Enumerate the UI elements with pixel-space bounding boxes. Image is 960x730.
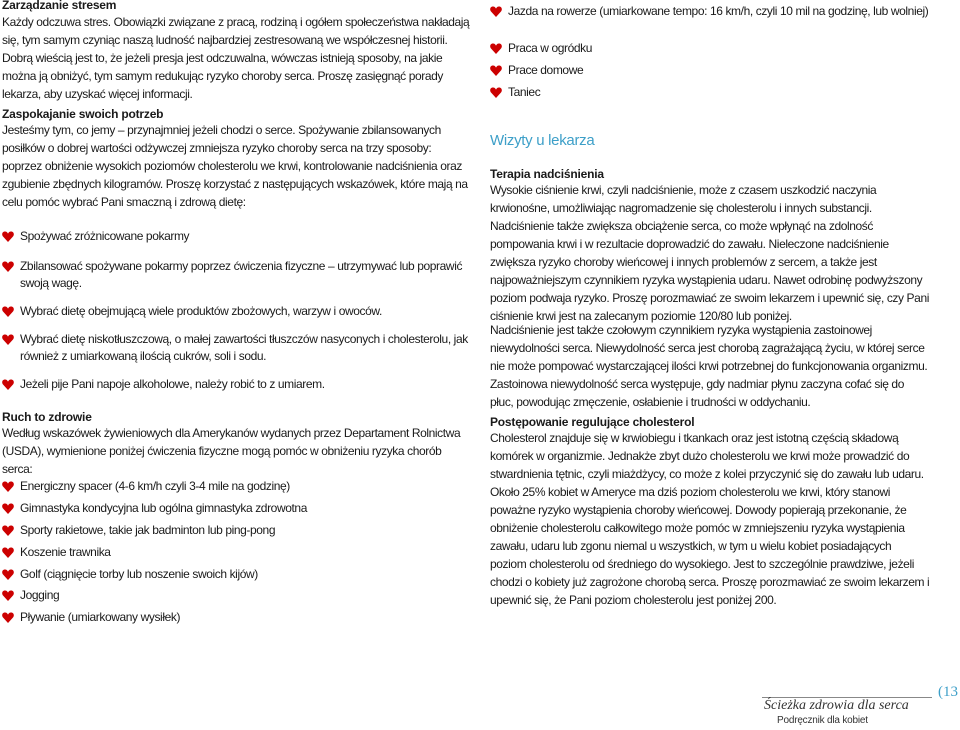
list-item — [2, 303, 472, 320]
heart-icon — [2, 334, 14, 345]
list-item — [490, 62, 930, 79]
therapy-heading: Terapia nadciśnienia — [490, 167, 604, 181]
list-item — [2, 478, 472, 495]
list-item-text: Spożywać zróżnicowane pokarmy — [20, 229, 190, 243]
list-item-text: Gimnastyka kondycyjna lub ogólna gimnastyka zdrowotna — [20, 501, 307, 515]
heart-icon — [2, 231, 14, 242]
footer-title: Ścieżka zdrowia dla serca — [764, 698, 909, 713]
list-item-text: Taniec — [508, 85, 541, 99]
list-item — [490, 3, 930, 20]
cholesterol-paragraph: Cholesterol znajduje się w krwiobiegu i tkankach oraz jest istotną częścią składową komórek w organizmie. Jednakże zbyt dużo cholesterolu we krwi może prowadzić do stwardnienia tętnic, czyli miażdżycy, co może z kolei przyczynić się do zawału lub udaru. Około 25% kobiet w Ameryce ma dziś poziom cholesterolu we krwi, który stanowi poważne ryzyko wystąpienia choroby wieńcowej. Dowody popierają przekonanie, że obniżenie cholesterolu całkowitego może pomóc w zmniejszeniu ryzyka wystąpienia zawału, udaru lub zgonu niemal u wszystkich, w tym u wielu kobiet posiadających poziom cholesterolu od średniego do wysokiego. Jest to szczególnie prawdziwe, jeżeli chodzi o kobiety już zagrożone chorobą serca. Proszę porozmawiać ze swoim lekarzem i upewnić się, że Pani poziom cholesterolu jest poniżej 200. — [490, 431, 930, 607]
heart-icon — [2, 569, 14, 580]
heart-icon — [2, 379, 14, 390]
heart-icon — [2, 306, 14, 317]
list-item — [2, 500, 472, 517]
list-item — [2, 331, 472, 365]
list-item-text: Jogging — [20, 588, 60, 602]
stress-heading: Zarządzanie stresem — [2, 0, 117, 12]
therapy-paragraph-2: Nadciśnienie jest także czołowym czynnikiem ryzyka wystąpienia zastoinowej niewydolności serca. Niewydolność serca jest chorobą zagrażającą życiu, w której serce nie może pompować wystarczającej ilości krwi potrzebnej do funkcjonowania organizmu. Zastoinowa niewydolność serca występuje, gdy nadmiar płynu zaczyna cofać się do płuc, powodując zmęczenie, osłabienie i trudności w oddychaniu. — [490, 323, 928, 409]
list-item-text: Sporty rakietowe, takie jak badminton lub ping-pong — [20, 523, 276, 537]
heart-icon — [490, 6, 502, 17]
list-item-text: Energiczny spacer (4-6 km/h czyli 3-4 mile na godzinę) — [20, 479, 290, 493]
heart-icon — [2, 481, 14, 492]
heart-icon — [490, 87, 502, 98]
therapy-paragraph: Wysokie ciśnienie krwi, czyli nadciśnienie, może z czasem uszkodzić naczynia krwionośne, umożliwiając nagromadzenie się cholesterolu i innych substancji. Nadciśnienie także zwiększa obciążenie serca, co może wpłynąć na zdolność pompowania krwi i w rezultacie doprowadzić do zawału. Nieleczone nadciśnienie zwiększa ryzyko choroby wieńcowej i innych problemów z sercem, a także jest najpoważniejszym czynnikiem ryzyka wystąpienia udaru. Nawet odrobinę podwyższony poziom podwaja ryzyko. Proszę porozmawiać ze swoim lekarzem i upewnić się, czy Pani ciśnienie krwi jest na zalecanym poziomie 120/80 lub poniżej. — [490, 183, 929, 323]
heart-icon — [2, 525, 14, 536]
needs-heading: Zaspokajanie swoich potrzeb — [2, 107, 164, 121]
cholesterol-heading: Postępowanie regulujące cholesterol — [490, 415, 695, 429]
heart-icon — [2, 547, 14, 558]
list-item-text: Prace domowe — [508, 63, 584, 77]
list-item-text: Jazda na rowerze (umiarkowane tempo: 16 km/h, czyli 10 mil na godzinę, lub wolniej) — [508, 4, 929, 18]
list-item-text: Jeżeli pije Pani napoje alkoholowe, należy robić to z umiarem. — [20, 377, 325, 391]
list-item — [490, 84, 930, 101]
list-item — [2, 522, 472, 539]
section-title: Wizyty u lekarza — [490, 132, 595, 149]
page-number: (13 — [938, 684, 958, 700]
list-item — [2, 609, 472, 626]
list-item — [2, 544, 472, 561]
list-item — [2, 228, 472, 245]
list-item-text: Praca w ogródku — [508, 41, 593, 55]
list-item — [2, 258, 472, 292]
footer-subtitle: Podręcznik dla kobiet — [777, 715, 868, 726]
list-item-text: Pływanie (umiarkowany wysiłek) — [20, 610, 181, 624]
list-item — [2, 566, 472, 583]
heart-icon — [2, 503, 14, 514]
list-item-text: Wybrać dietę niskotłuszczową, o małej zawartości tłuszczów nasyconych i cholesterolu, jak również z umiarkowaną ilością cukrów, soli i sodu. — [20, 332, 468, 363]
list-item-text: Golf (ciągnięcie torby lub noszenie swoich kijów) — [20, 567, 258, 581]
heart-icon — [490, 43, 502, 54]
list-item — [2, 587, 472, 604]
heart-icon — [2, 261, 14, 272]
movement-heading: Ruch to zdrowie — [2, 410, 92, 424]
list-item-text: Wybrać dietę obejmującą wiele produktów zbożowych, warzyw i owoców. — [20, 304, 382, 318]
movement-paragraph: Według wskazówek żywieniowych dla Amerykanów wydanych przez Departament Rolnictwa (USDA), wymienione poniżej ćwiczenia fizyczne mogą pomóc w obniżeniu ryzyka chorób serca: — [2, 426, 461, 476]
heart-icon — [2, 612, 14, 623]
list-item-text: Zbilansować spożywane pokarmy poprzez ćwiczenia fizyczne – utrzymywać lub poprawić swoją wagę. — [20, 259, 463, 290]
heart-icon — [2, 590, 14, 601]
list-item — [490, 40, 930, 57]
heart-icon — [490, 65, 502, 76]
needs-paragraph: Jesteśmy tym, co jemy – przynajmniej jeżeli chodzi o serce. Spożywanie zbilansowanych posiłków o dobrej wartości odżywczej zmniejsza ryzyko choroby serca na trzy sposoby: poprzez obniżenie wysokich poziomów cholesterolu we krwi, kontrolowanie nadciśnienia oraz zgubienie zbędnych kilogramów. Proszę korzystać z następujących wskazówek, które mają na celu pomóc wybrać Pani smaczną i zdrową dietę: — [2, 123, 468, 209]
list-item — [2, 376, 472, 393]
stress-paragraph: Każdy odczuwa stres. Obowiązki związane z pracą, rodziną i ogółem społeczeństwa nakładają się, tym samym czyniąc naszą ludność najbardziej zestresowaną we współczesnej historii. Dobrą wieścią jest to, że jeżeli presja jest odczuwalna, wówczas istnieją sposoby, na jakie można ją obniżyć, tym samym redukując ryzyko choroby serca. Proszę zasięgnąć porady lekarza, aby uzyskać więcej informacji. — [2, 15, 470, 101]
list-item-text: Koszenie trawnika — [20, 545, 111, 559]
